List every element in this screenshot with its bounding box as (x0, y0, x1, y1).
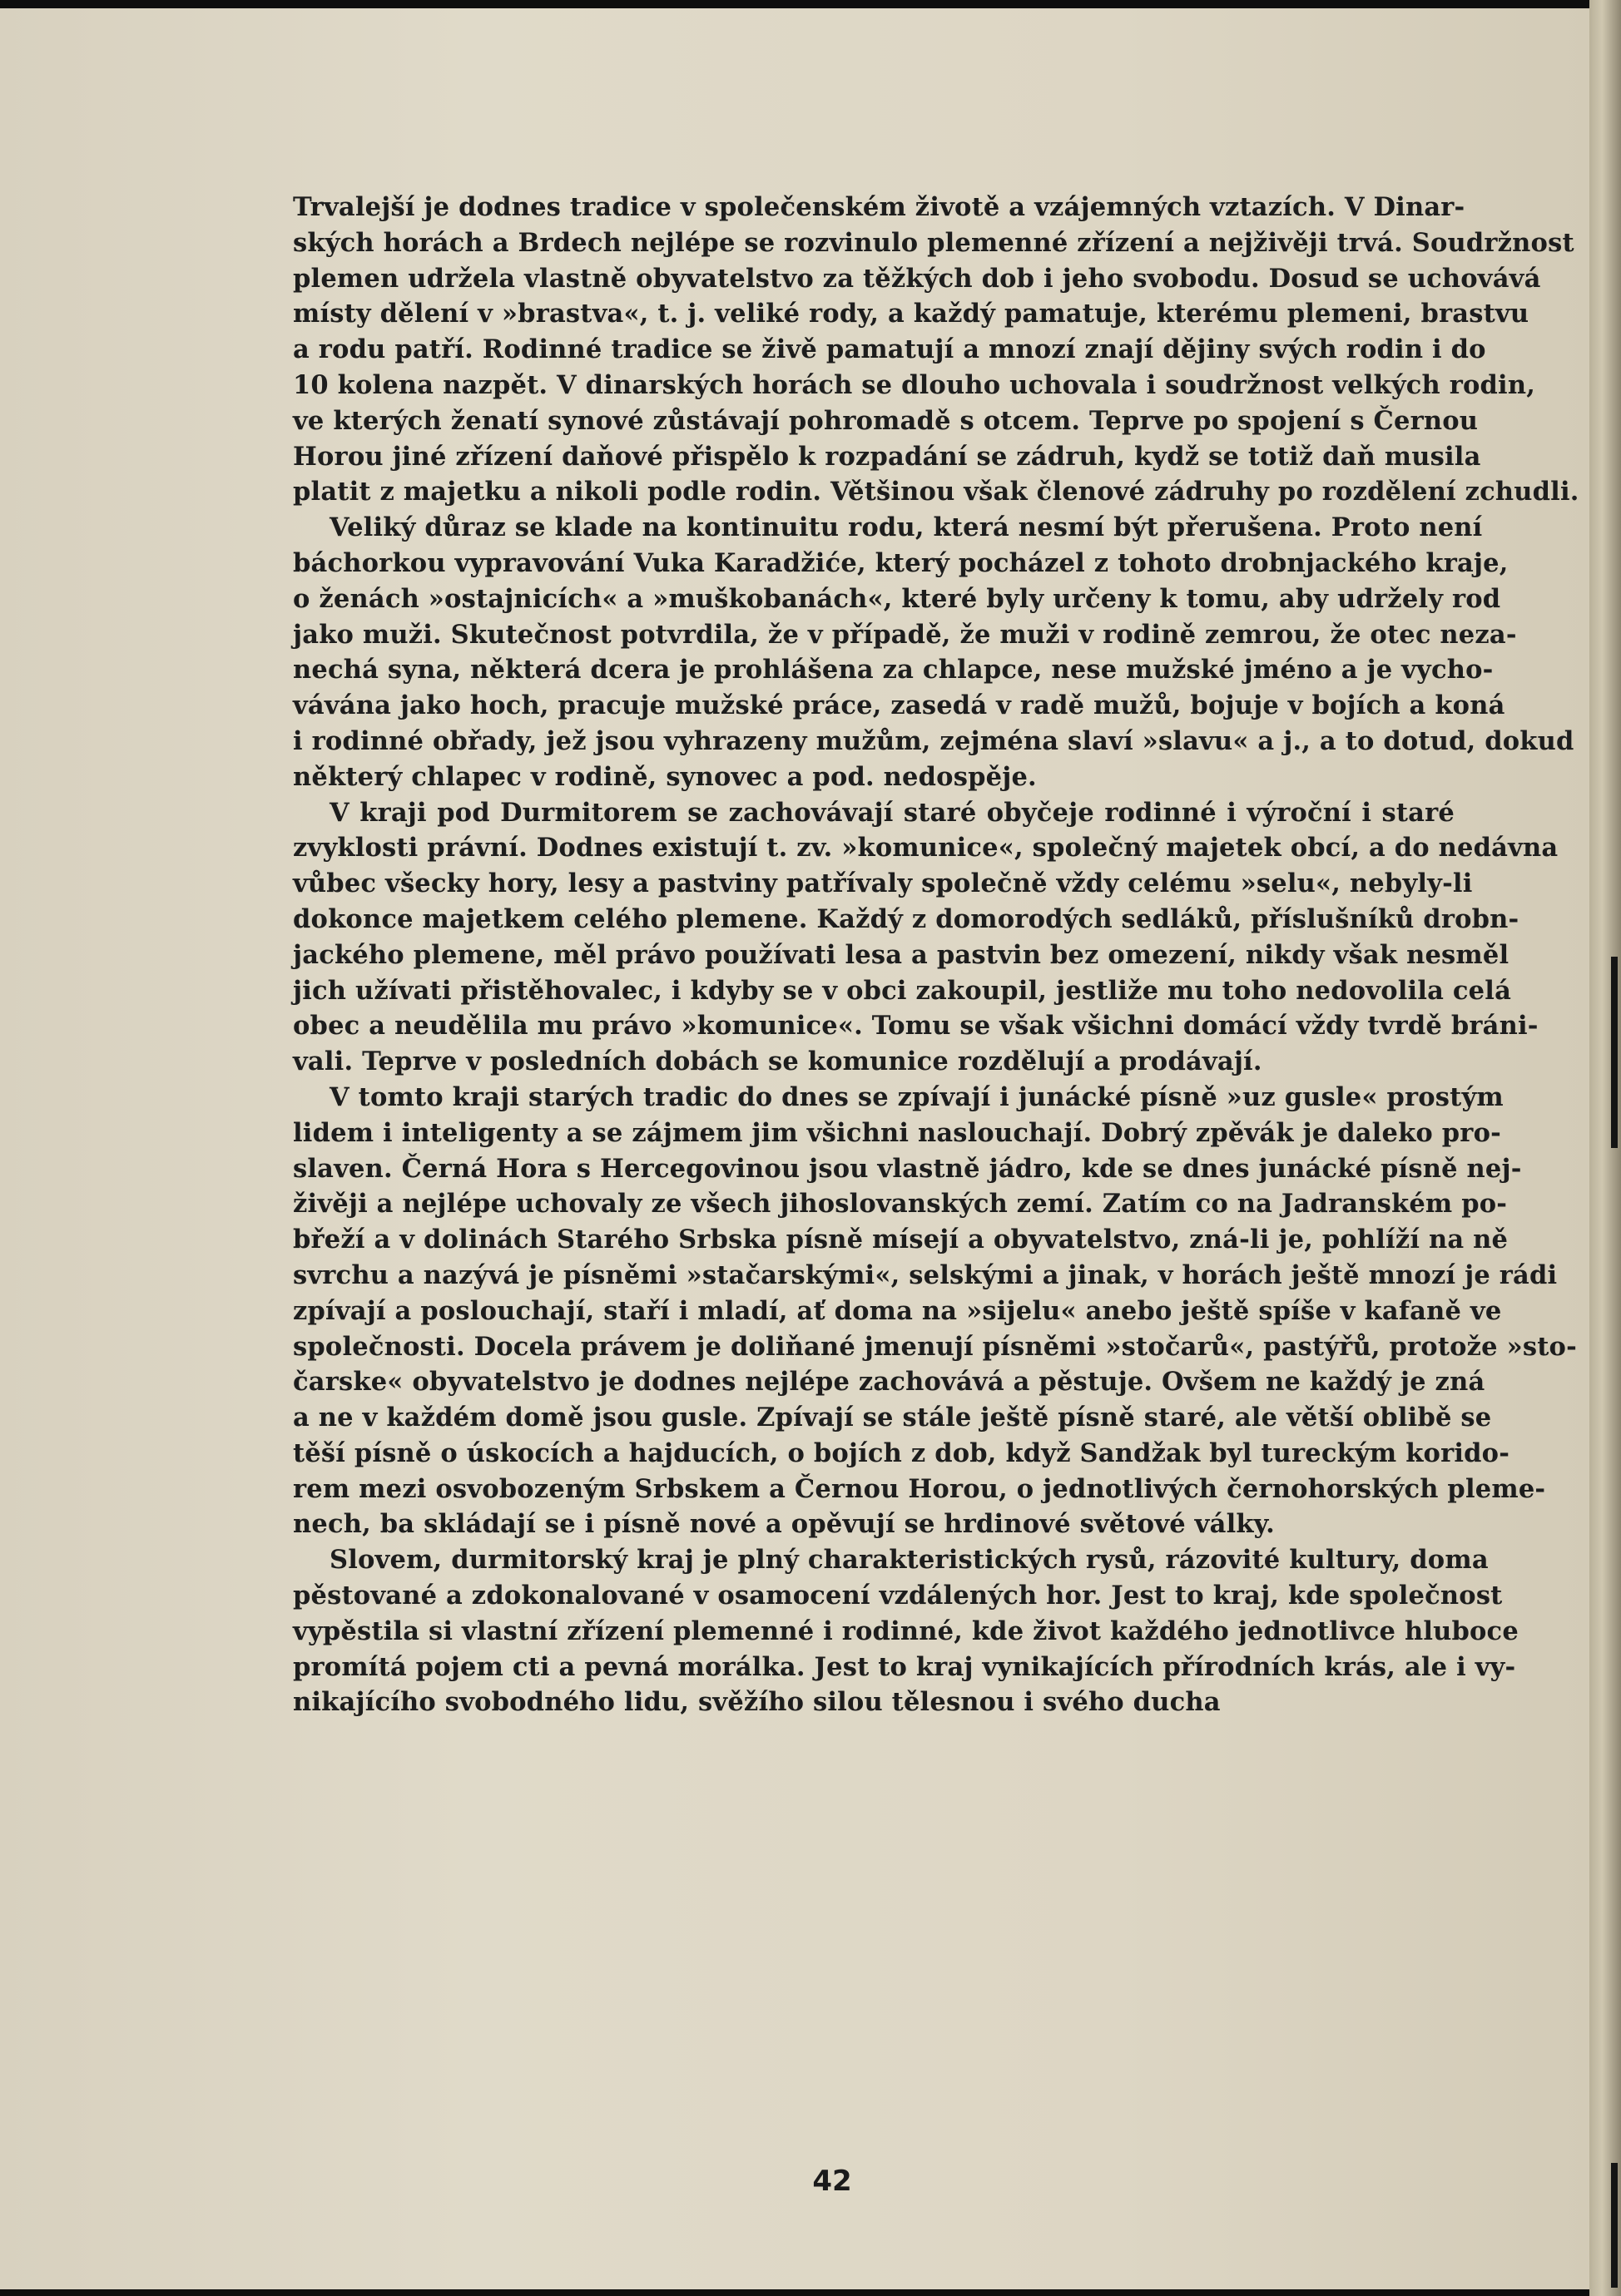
text-line: místy dělení v »brastva«, t. j. veliké rody, a každý pamatuje, kterému plemeni, brastvu (293, 299, 1529, 329)
paragraph-songs (293, 1080, 1577, 1542)
text-line: jako muži. Skutečnost potvrdila, že v případě, že muži v rodině zemrou, že otec neza- (293, 619, 1517, 650)
text-line: V kraji pod Durmitorem se zachovávají staré obyčeje rodinné i výroční i staré (330, 797, 1455, 828)
text-line: vávána jako hoch, pracuje mužské práce, zasedá v radě mužů, bojuje v bojích a koná (293, 690, 1505, 721)
text-line: a rodu patří. Rodinné tradice se živě pamatují a mnozí znají dějiny svých rodin i do (293, 334, 1486, 365)
body-text (293, 190, 1579, 1720)
text-line: ve kterých ženatí synové zůstávají pohromadě s otcem. Teprve po spojení s Černou (293, 405, 1479, 436)
paragraph-durmitor (293, 795, 1559, 1080)
text-line: svrchu a nazývá je písněmi »stačarskými«, selskými a jinak, v horách ještě mnozí je rádi (293, 1259, 1558, 1290)
text-line: vali. Teprve v posledních dobách se komunice rozdělují a prodávají. (293, 1047, 1262, 1077)
paragraph-continuity (293, 510, 1574, 794)
page-number: 42 (812, 2165, 852, 2198)
text-line: jich užívati přistěhovalec, i kdyby se v obci zakoupil, jestliže mu toho nedovolila celá (293, 975, 1512, 1006)
paragraph-conclusion (293, 1542, 1519, 1720)
text-line: 10 kolena nazpět. V dinarských horách se dlouho uchovala i soudržnost velkých rodin, (293, 369, 1536, 400)
text-line: čarske« obyvatelstvo je dodnes nejlépe zachovává a pěstuje. Ovšem ne každý je zná (293, 1367, 1485, 1398)
book-spine (1589, 0, 1621, 2296)
text-line: Horou jiné zřízení daňové přispělo k rozpadání se zádruh, kydž se totiž daň musila (293, 441, 1481, 472)
text-line: břeží a v dolinách Starého Srbska písně mísejí a obyvatelstvo, zná-li je, pohlíží na ně (293, 1225, 1509, 1255)
text-line: slaven. Černá Hora s Hercegovinou jsou vlastně jádro, kde se dnes junácké písně nej- (293, 1153, 1522, 1184)
text-line: promítá pojem cti a pevná morálka. Jest to kraj vynikajících přírodních krás, ale i vy- (293, 1651, 1516, 1682)
text-line: rem mezi osvobozeným Srbskem a Černou Horou, o jednotlivých černohorských pleme- (293, 1473, 1546, 1504)
text-line: obec a neudělila mu právo »komunice«. Tomu se však všichni domácí vždy tvrdě bráni- (293, 1011, 1539, 1042)
text-line: Slovem, durmitorský kraj je plný charakteristických rysů, rázovité kultury, doma (330, 1545, 1489, 1576)
text-line: Veliký důraz se klade na kontinuitu rodu, která nesmí být přerušena. Proto není (330, 512, 1483, 543)
text-line: pěstované a zdokonalované v osamocení vzdálených hor. Jest to kraj, kde společnost (293, 1581, 1503, 1611)
text-line: společnosti. Docela právem je doliňané jmenují písněmi »stočarů«, pastýřů, protože »sto- (293, 1331, 1577, 1362)
text-line: jackého plemene, měl právo používati lesa a pastvin bez omezení, nikdy však nesměl (293, 939, 1509, 970)
text-line: dokonce majetkem celého plemene. Každý z domorodých sedláků, příslušníků drobn- (293, 903, 1519, 934)
text-line: zvyklosti právní. Dodnes existují t. zv. »komunice«, společný majetek obcí, a do nedávna (293, 833, 1559, 863)
text-line: báchorkou vypravování Vuka Karadžiće, který pocházel z tohoto drobnjackého kraje, (293, 547, 1509, 578)
text-line: živěji a nejlépe uchovaly ze všech jihoslovanských zemí. Zatím co na Jadranském po- (293, 1189, 1508, 1220)
text-line: těší písně o úskocích a hajducích, o bojích z dob, když Sandžak byl tureckým korido- (293, 1437, 1510, 1468)
text-line: vypěstila si vlastní zřízení plemenné i rodinné, kde život každého jednotlivce hluboce (293, 1616, 1519, 1646)
text-line: a ne v každém domě jsou gusle. Zpívají se stále ještě písně staré, ale větší oblibě se (293, 1403, 1492, 1433)
text-line: i rodinné obřady, jež jsou vyhrazeny mužům, zejména slaví »slavu« a j., a to dotud, dokud (293, 725, 1574, 756)
paragraph-tradition (293, 190, 1579, 510)
book-page (0, 8, 1589, 2289)
text-line: ských horách a Brdech nejlépe se rozvinulo plemenné zřízení a nejživěji trvá. Soudržnost (293, 227, 1574, 258)
text-line: nikajícího svobodného lidu, svěžího silou tělesnou i svého ducha (293, 1687, 1221, 1718)
text-line: některý chlapec v rodině, synovec a pod. nedospěje. (293, 761, 1037, 792)
text-line: vůbec všecky hory, lesy a pastviny patřívaly společně vždy celému »selu«, nebyly-li (293, 868, 1473, 899)
text-line: V tomto kraji starých tradic do dnes se zpívají i junácké písně »uz gusle« prostým (330, 1081, 1504, 1112)
text-line: o ženách »ostajnicích« a »muškobanách«, které byly určeny k tomu, aby udržely rod (293, 583, 1501, 614)
text-line: platit z majetku a nikoli podle rodin. Většinou však členové zádruhy po rozdělení zchudli. (293, 477, 1579, 507)
text-line: zpívají a poslouchají, staří i mladí, ať doma na »sijelu« anebo ještě spíše v kafaně ve (293, 1295, 1502, 1326)
spine-mark (1611, 957, 1618, 1148)
text-line: Trvalejší je dodnes tradice v společenském životě a vzájemných vztazích. V Dinar- (293, 192, 1465, 222)
text-line: nech, ba skládají se i písně nové a opěvují se hrdinové světové války. (293, 1509, 1275, 1540)
text-line: nechá syna, některá dcera je prohlášena za chlapce, nese mužské jméno a je vycho- (293, 655, 1494, 685)
text-line: plemen udržela vlastně obyvatelstvo za těžkých dob i jeho svobodu. Dosud se uchovává (293, 263, 1541, 294)
text-line: lidem i inteligenty a se zájmem jim všichni naslouchají. Dobrý zpěvák je daleko pro- (293, 1117, 1501, 1148)
spine-mark (1611, 2163, 1618, 2288)
